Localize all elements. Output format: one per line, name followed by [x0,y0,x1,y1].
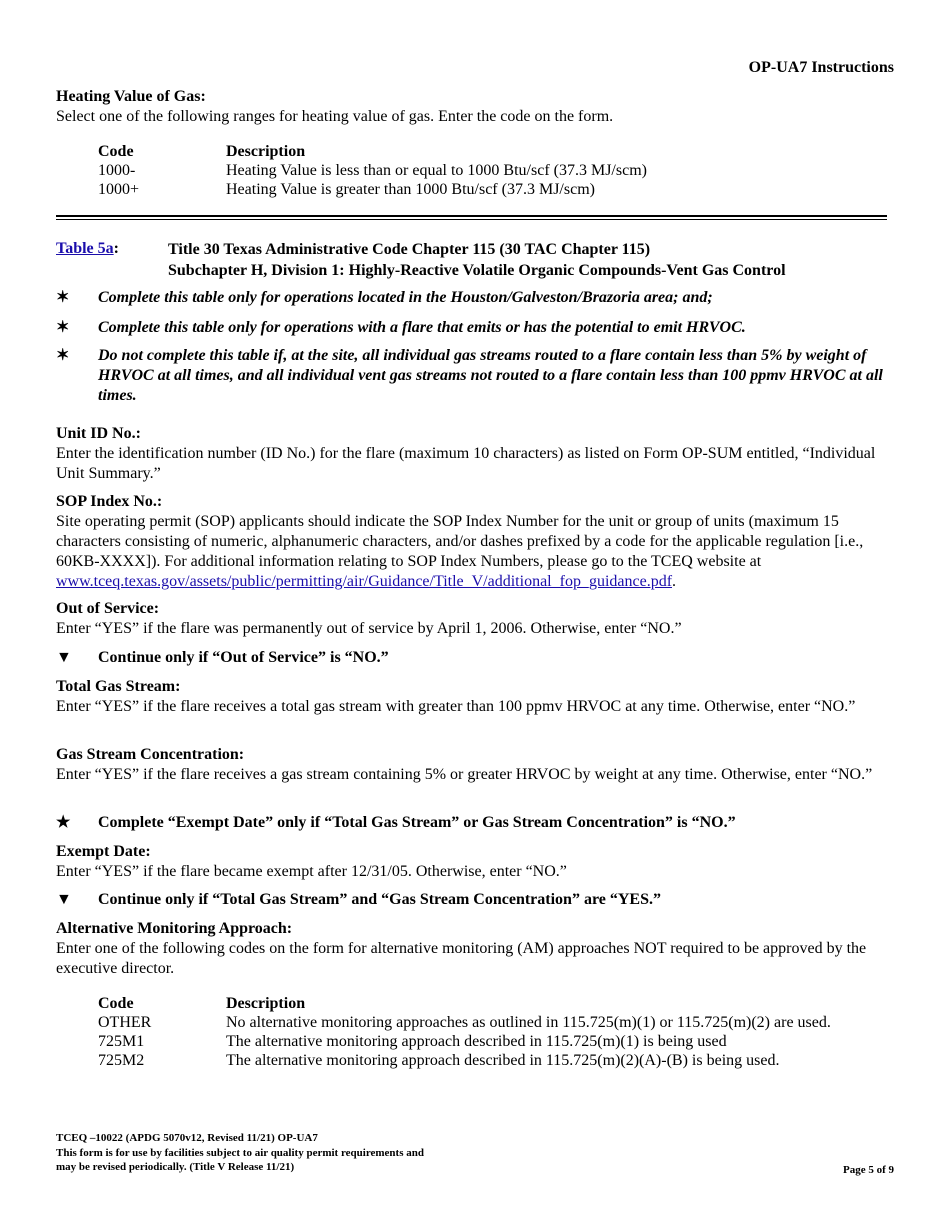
page-number: Page 5 of 9 [842,1164,894,1176]
page-footer [56,1131,424,1175]
description-cell: Heating Value is greater than 1000 Btu/scf (37.3 MJ/scm) [226,181,595,198]
unit-id-heading: Unit ID No.: [56,425,141,442]
sop-text: Site operating permit (SOP) applicants should indicate the SOP Index Number for the unit or group of units (maximum 15 characters consisting of numeric, alphanumeric characters, and/or dashes prefixed by a code for the applicable regulation [i.e., 60KB-XXXX]). For additional information relating to SOP Index Numbers, please go to the TCEQ website at www.tceq.texas.gov/assets/public/permitting/air/Guidance/Title_V/additional_fop_guidance.pdf. [56,513,864,590]
table5a-title-line1: Title 30 Texas Administrative Code Chapter 115 (30 TAC Chapter 115) [168,241,651,258]
table-row [98,1013,831,1032]
total-gas-section [56,677,894,717]
table-row [98,161,647,180]
bullet-text: Complete this table only for operations with a flare that emits or has the potential to emit HRVOC. [98,319,746,336]
exempt-date-text: Enter “YES” if the flare became exempt after 12/31/05. Otherwise, enter “NO.” [56,863,567,880]
gas-concentration-section [56,745,894,785]
table5a-title [168,239,786,281]
out-of-service-text: Enter “YES” if the flare was permanently out of service by April 1, 2006. Otherwise, enter “NO.” [56,620,682,637]
sop-heading: SOP Index No.: [56,493,163,510]
table-row [98,1032,831,1051]
bullet-text: Complete this table only for operations located in the Houston/Galveston/Brazoria area; and; [98,289,713,306]
alt-monitoring-section [56,919,894,1070]
description-cell: The alternative monitoring approach described in 115.725(m)(1) is being used [226,1033,727,1050]
alt-monitoring-intro: Enter one of the following codes on the form for alternative monitoring (AM) approaches NOT required to be approved by the executive director. [56,940,867,977]
star-icon: ★ [56,814,71,831]
footer-note-line1: This form is for use by facilities subject to air quality permit requirements and [56,1146,424,1159]
section-divider-top [56,215,887,217]
complete-text: Complete “Exempt Date” only if “Total Gas Stream” or Gas Stream Concentration” is “NO.” [98,814,736,831]
description-cell: The alternative monitoring approach described in 115.725(m)(2)(A)-(B) is being used. [226,1052,780,1069]
alt-monitoring-heading: Alternative Monitoring Approach: [56,920,293,937]
unit-id-section [56,424,894,484]
description-cell: Heating Value is less than or equal to 1000 Btu/scf (37.3 MJ/scm) [226,162,647,179]
continue-text: Continue only if “Out of Service” is “NO.” [98,649,389,666]
out-of-service-heading: Out of Service: [56,600,160,617]
continue-text: Continue only if “Total Gas Stream” and “Gas Stream Concentration” are “YES.” [98,891,661,908]
instruction-bullet [56,288,894,308]
out-of-service-section [56,599,894,639]
doc-title: OP-UA7 Instructions [748,59,894,76]
code-cell: 1000- [98,162,136,179]
code-cell: 1000+ [98,181,140,198]
code-cell: 725M2 [98,1052,145,1069]
section-divider-bottom [56,219,887,220]
total-gas-text: Enter “YES” if the flare receives a total gas stream with greater than 100 ppmv HRVOC at any time. Otherwise, enter “NO.” [56,698,856,715]
table5a-link[interactable]: Table 5a [56,240,114,257]
table-row [98,180,647,199]
continue-note [56,648,894,668]
tceq-guidance-link[interactable]: www.tceq.texas.gov/assets/public/permitting/air/Guidance/Title_V/additional_fop_guidance.pdf [56,573,673,590]
table5a-title-line2: Subchapter H, Division 1: Highly-Reactive Volatile Organic Compounds-Vent Gas Control [168,262,786,279]
triangle-down-icon: ▼ [56,649,72,666]
heating-code-table [98,142,647,199]
description-header: Description [226,143,306,160]
code-cell: 725M1 [98,1033,145,1050]
complete-note [56,813,894,833]
heating-section [56,87,894,199]
continue-note [56,890,894,910]
star-icon: ✶ [56,319,70,336]
exempt-date-heading: Exempt Date: [56,843,151,860]
table-row [98,1051,831,1070]
triangle-down-icon: ▼ [56,891,72,908]
star-icon: ✶ [56,347,70,364]
description-cell: No alternative monitoring approaches as outlined in 115.725(m)(1) or 115.725(m)(2) are used. [226,1014,831,1031]
sop-section [56,492,894,592]
code-cell: OTHER [98,1014,152,1031]
table5a-label: Table 5a: [56,240,119,257]
star-icon: ✶ [56,289,70,306]
gas-concentration-heading: Gas Stream Concentration: [56,746,245,763]
description-header: Description [226,995,306,1012]
instruction-bullet [56,346,894,406]
total-gas-heading: Total Gas Stream: [56,678,181,695]
footer-form-id: TCEQ –10022 (APDG 5070v12, Revised 11/21) OP-UA7 [56,1132,318,1144]
code-header: Code [98,995,134,1012]
heating-intro: Select one of the following ranges for heating value of gas. Enter the code on the form. [56,108,614,125]
code-header: Code [98,143,134,160]
alt-monitoring-code-table [98,994,831,1070]
unit-id-text: Enter the identification number (ID No.) for the flare (maximum 10 characters) as listed on Form OP-SUM entitled, “Individual Unit Summary.” [56,445,876,482]
footer-note-line2: may be revised periodically. (Title V Release 11/21) [56,1161,295,1173]
gas-concentration-text: Enter “YES” if the flare receives a gas stream containing 5% or greater HRVOC by weight at any time. Otherwise, enter “NO.” [56,766,873,783]
bullet-text: Do not complete this table if, at the site, all individual gas streams routed to a flare contain less than 5% by weight of HRVOC at all times, and all individual vent gas streams not routed to a flare contain less than 100 ppmv HRVOC at all times. [98,347,883,404]
instruction-bullet [56,318,894,338]
heating-heading: Heating Value of Gas: [56,88,206,105]
exempt-date-section [56,842,894,882]
